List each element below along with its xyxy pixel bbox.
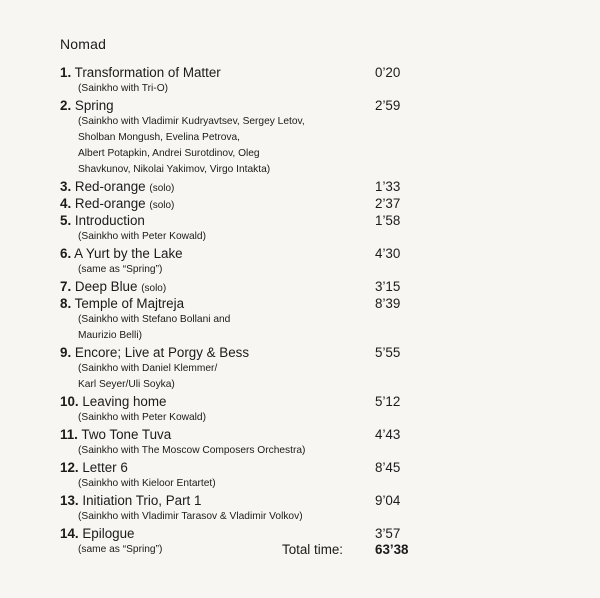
track-credit: (Sainkho with Peter Kowald) xyxy=(78,231,206,242)
track-title: Transformation of Matter xyxy=(74,65,221,80)
track-credit: (Sainkho with Stefano Bollani and xyxy=(78,314,231,325)
track-credit: Maurizio Belli) xyxy=(78,330,142,341)
track-line xyxy=(60,64,460,81)
track-title: Deep Blue xyxy=(74,279,138,294)
track-credit: (same as “Spring”) xyxy=(78,264,163,275)
track-title: Encore; Live at Porgy & Bess xyxy=(74,345,250,360)
track-item xyxy=(60,212,460,245)
track-note: (solo) xyxy=(141,283,167,294)
total-time-label: Total time: xyxy=(282,542,344,557)
track-item xyxy=(60,295,460,344)
track-duration: 9’04 xyxy=(375,493,401,508)
track-title: Red-orange xyxy=(74,196,146,211)
track-title: Epilogue xyxy=(82,526,135,541)
track-number: 10. xyxy=(60,394,79,409)
track-title: A Yurt by the Lake xyxy=(74,246,183,261)
track-line xyxy=(60,212,460,229)
track-credit: Sholban Mongush, Evelina Petrova, xyxy=(78,132,240,143)
track-duration: 1’33 xyxy=(375,179,401,194)
track-list xyxy=(60,64,460,558)
track-duration: 5’12 xyxy=(375,394,401,409)
track-item xyxy=(60,178,460,195)
track-line xyxy=(60,459,460,476)
track-duration: 8’39 xyxy=(375,296,401,311)
track-duration: 4’43 xyxy=(375,427,401,442)
track-item xyxy=(60,344,460,393)
track-item xyxy=(60,195,460,212)
track-item xyxy=(60,459,460,492)
track-title: Initiation Trio, Part 1 xyxy=(82,493,202,508)
track-line xyxy=(60,426,460,443)
track-number: 12. xyxy=(60,460,79,475)
track-line xyxy=(60,278,460,295)
track-duration: 5’55 xyxy=(375,345,401,360)
track-number: 9. xyxy=(60,345,72,360)
track-number: 6. xyxy=(60,246,72,261)
track-number: 1. xyxy=(60,65,72,80)
track-number: 5. xyxy=(60,213,72,228)
track-line xyxy=(60,393,460,410)
track-credit: Karl Seyer/Uli Soyka) xyxy=(78,379,175,390)
track-item xyxy=(60,393,460,426)
track-duration: 0’20 xyxy=(375,65,401,80)
track-title: Introduction xyxy=(74,213,145,228)
track-credit: (Sainkho with The Moscow Composers Orchestra) xyxy=(78,445,306,456)
track-line xyxy=(60,525,460,542)
track-title: Spring xyxy=(74,98,114,113)
track-title: Two Tone Tuva xyxy=(81,427,172,442)
track-number: 2. xyxy=(60,98,72,113)
track-credit: (same as “Spring”) xyxy=(78,544,163,555)
track-number: 8. xyxy=(60,296,72,311)
track-credit: (Sainkho with Daniel Klemmer/ xyxy=(78,363,218,374)
track-credit: (Sainkho with Kieloor Entartet) xyxy=(78,478,216,489)
track-duration: 2’37 xyxy=(375,196,401,211)
track-line xyxy=(60,492,460,509)
track-duration: 3’15 xyxy=(375,279,401,294)
track-title: Temple of Majtreja xyxy=(74,296,185,311)
track-line xyxy=(60,295,460,312)
track-credit: (Sainkho with Peter Kowald) xyxy=(78,412,206,423)
album-title: Nomad xyxy=(60,36,107,52)
track-item xyxy=(60,97,460,178)
track-credit: Albert Potapkin, Andrei Surotdinov, Oleg xyxy=(78,148,260,159)
track-credit: Shavkunov, Nikolai Yakimov, Virgo Intakta) xyxy=(78,164,271,175)
track-number: 11. xyxy=(60,427,78,442)
track-title: Leaving home xyxy=(82,394,167,409)
track-title: Letter 6 xyxy=(82,460,128,475)
track-item xyxy=(60,426,460,459)
track-duration: 8’45 xyxy=(375,460,401,475)
track-number: 4. xyxy=(60,196,72,211)
total-time-value: 63’38 xyxy=(375,542,409,557)
track-note: (solo) xyxy=(149,200,175,211)
track-duration: 3’57 xyxy=(375,526,401,541)
track-duration: 4’30 xyxy=(375,246,401,261)
track-credit: (Sainkho with Tri-O) xyxy=(78,83,169,94)
track-duration: 1’58 xyxy=(375,213,401,228)
track-item xyxy=(60,492,460,525)
track-number: 13. xyxy=(60,493,79,508)
track-note: (solo) xyxy=(149,183,175,194)
track-line xyxy=(60,344,460,361)
track-title: Red-orange xyxy=(74,179,146,194)
track-duration: 2’59 xyxy=(375,98,401,113)
track-line xyxy=(60,178,460,195)
track-number: 7. xyxy=(60,279,72,294)
track-credit: (Sainkho with Vladimir Kudryavtsev, Sergey Letov, xyxy=(78,116,305,127)
track-item xyxy=(60,278,460,295)
track-line xyxy=(60,245,460,262)
track-number: 14. xyxy=(60,526,79,541)
track-number: 3. xyxy=(60,179,72,194)
track-line xyxy=(60,195,460,212)
track-item xyxy=(60,245,460,278)
track-item xyxy=(60,64,460,97)
track-line xyxy=(60,97,460,114)
track-credit: (Sainkho with Vladimir Tarasov & Vladimir Volkov) xyxy=(78,511,303,522)
